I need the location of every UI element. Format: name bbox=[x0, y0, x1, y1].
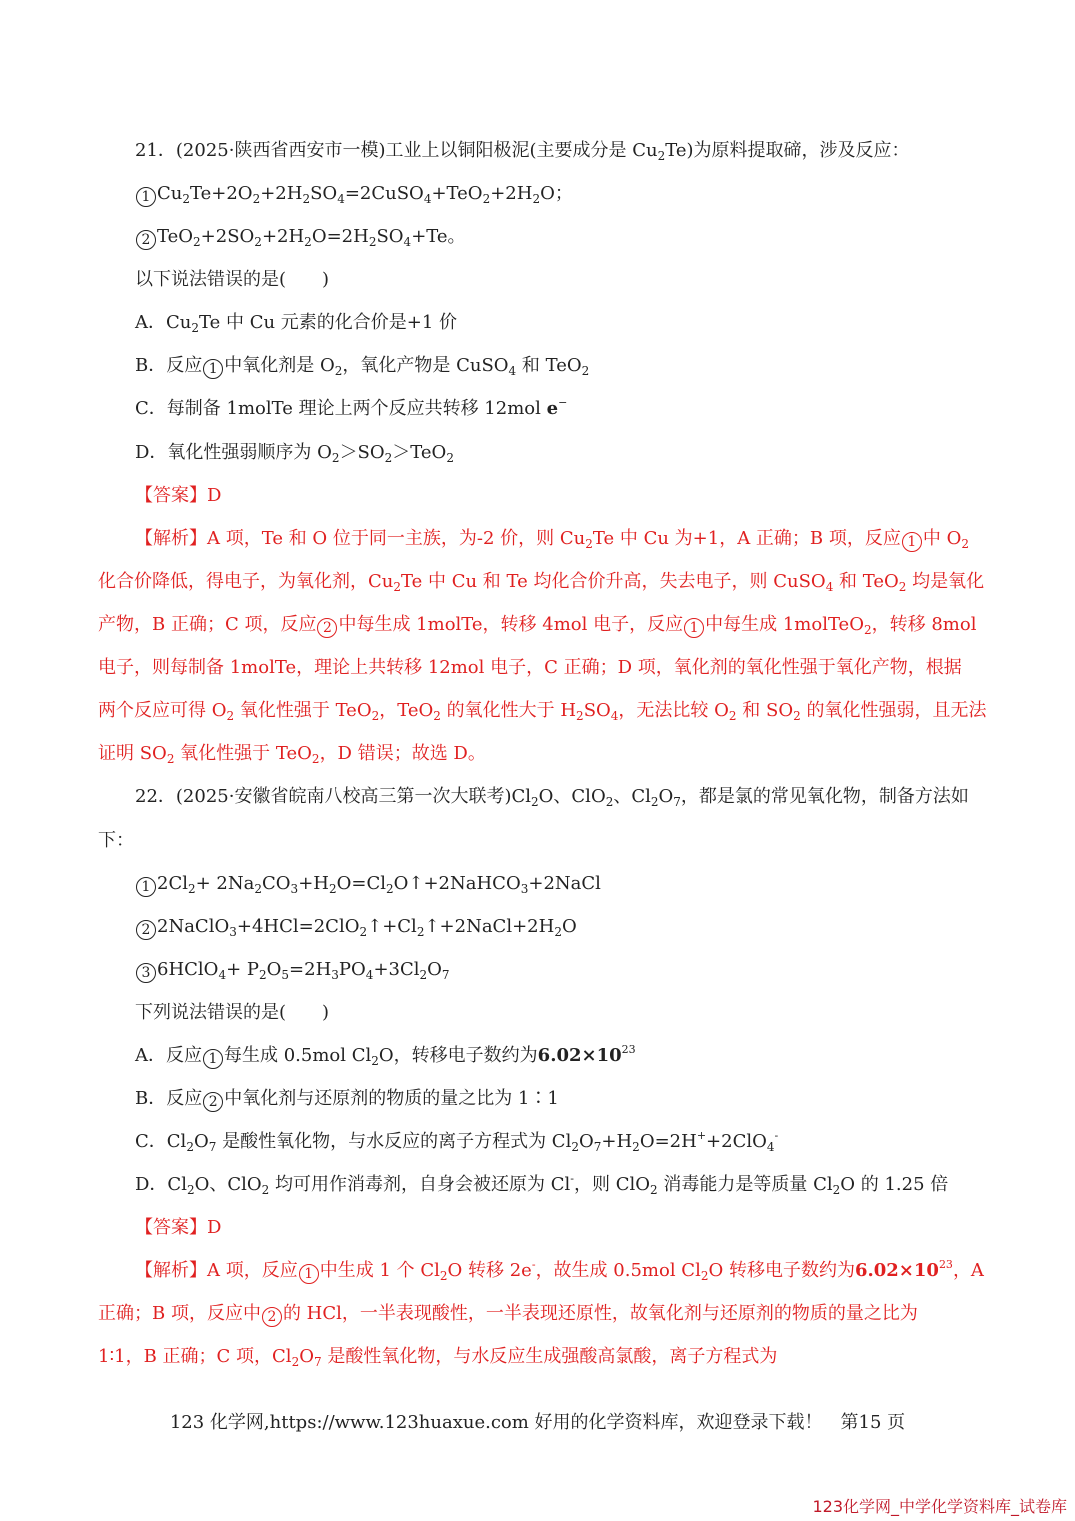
superscript: 23 bbox=[938, 1258, 953, 1271]
text-run: 【解析】A 项，反应 bbox=[135, 1260, 298, 1281]
text-run: +H bbox=[601, 1131, 633, 1152]
text-run: 均是氧化 bbox=[906, 571, 985, 592]
text-run: +2H bbox=[260, 183, 303, 204]
subscript: 7 bbox=[313, 1355, 322, 1369]
subscript: 7 bbox=[208, 1140, 217, 1154]
q21-explanation-line-6 bbox=[98, 742, 486, 766]
text-run: O bbox=[299, 1346, 314, 1367]
subscript: 4 bbox=[218, 968, 227, 982]
text-run: O bbox=[427, 959, 442, 980]
text-run: Te+2O bbox=[190, 183, 253, 204]
text-run: 2Cl bbox=[157, 873, 188, 894]
text-run: A．Cu bbox=[135, 312, 192, 333]
text-run: 6HClO bbox=[157, 959, 219, 980]
subscript: 2 bbox=[166, 752, 175, 766]
text-run: ，故生成 0.5mol Cl bbox=[535, 1260, 701, 1281]
text-run: 均可用作消毒剂，自身会被还原为 Cl bbox=[269, 1174, 571, 1195]
circled-number: 1 bbox=[299, 1264, 319, 1284]
text-run: 和 TeO bbox=[516, 355, 582, 376]
text-run: +4HCl=2ClO bbox=[236, 916, 360, 937]
q22-option-c bbox=[135, 1130, 778, 1154]
subscript: 4 bbox=[825, 580, 834, 594]
text-run: 是酸性氧化物，与水反应生成强酸高氯酸，离子方程式为 bbox=[321, 1346, 778, 1367]
subscript: 2 bbox=[898, 580, 907, 594]
subscript: 7 bbox=[673, 795, 681, 809]
subscript: 2 bbox=[254, 882, 263, 896]
q22-option-d bbox=[135, 1173, 948, 1197]
circled-number: 2 bbox=[262, 1307, 282, 1327]
subscript: 2 bbox=[632, 1140, 640, 1154]
text-run: 21．(2025·陕西省西安市一模)工业上以铜阳极泥(主要成分是 Cu bbox=[135, 140, 658, 161]
text-run: 是酸性氧化物，与水反应的离子方程式为 Cl bbox=[216, 1131, 572, 1152]
subscript: 2 bbox=[581, 364, 590, 378]
q22-option-b bbox=[135, 1087, 559, 1112]
superscript: - bbox=[774, 1129, 779, 1142]
text-run: 氧化性强于 TeO bbox=[234, 700, 372, 721]
subscript: 2 bbox=[291, 1355, 300, 1369]
text-run: ，氧化产物是 CuSO bbox=[342, 355, 509, 376]
text-run: O bbox=[658, 786, 674, 807]
text-run: ↑+Cl bbox=[367, 916, 417, 937]
subscript: 2 bbox=[359, 925, 368, 939]
circled-number: 2 bbox=[203, 1092, 223, 1112]
text-run: +2H bbox=[261, 226, 305, 247]
subscript: 2 bbox=[368, 235, 377, 249]
subscript: 2 bbox=[832, 1183, 841, 1197]
q22-equation-2 bbox=[135, 915, 577, 940]
text-run: +H bbox=[298, 873, 329, 894]
text-run: 1∶1，B 正确；C 项，Cl bbox=[98, 1346, 292, 1367]
text-run: O； bbox=[540, 183, 573, 204]
subscript: 2 bbox=[605, 795, 614, 809]
q22-equation-1 bbox=[135, 872, 601, 897]
text-run: 每生成 0.5mol Cl bbox=[224, 1045, 372, 1066]
text-run: ＞TeO bbox=[392, 442, 447, 463]
text-run: +3Cl bbox=[373, 959, 420, 980]
subscript: 2 bbox=[393, 580, 402, 594]
text-run: +2ClO bbox=[706, 1131, 767, 1152]
site-watermark: 123化学网_中学化学资料库_试卷库 bbox=[812, 1497, 1067, 1516]
subscript: 2 bbox=[657, 149, 666, 163]
text-run: 中氧化剂与还原剂的物质的量之比为 1∶1 bbox=[224, 1088, 559, 1109]
q22-equation-3 bbox=[135, 958, 450, 983]
text-run: ↑+2NaCl+2H bbox=[424, 916, 555, 937]
subscript: 2 bbox=[328, 882, 337, 896]
circled-number: 2 bbox=[136, 920, 156, 940]
q21-equation-1 bbox=[135, 182, 573, 207]
circled-number: 1 bbox=[136, 877, 156, 897]
subscript: 7 bbox=[441, 968, 450, 982]
q22-explanation-line-1 bbox=[135, 1259, 984, 1284]
subscript: 2 bbox=[259, 968, 267, 982]
text-run: CO bbox=[262, 873, 291, 894]
subscript: 2 bbox=[416, 925, 425, 939]
text-run: =2CuSO bbox=[344, 183, 424, 204]
text-run: A．反应 bbox=[135, 1045, 202, 1066]
text-run: 下： bbox=[98, 830, 134, 851]
q22-explanation-line-2 bbox=[98, 1302, 918, 1327]
subscript: 3 bbox=[290, 882, 299, 896]
text-run: 中 O bbox=[922, 528, 962, 549]
subscript: 4 bbox=[766, 1140, 775, 1154]
q21-answer bbox=[135, 484, 221, 508]
q21-option-a bbox=[135, 311, 457, 335]
subscript: 2 bbox=[439, 1269, 448, 1283]
text-run: O bbox=[266, 959, 282, 980]
subscript: 2 bbox=[576, 709, 584, 723]
q22-option-a bbox=[135, 1044, 636, 1069]
text-run: ，转移 8mol bbox=[871, 614, 977, 635]
text-run: ，A bbox=[952, 1260, 984, 1281]
subscript: 2 bbox=[252, 192, 261, 206]
subscript: 2 bbox=[863, 623, 872, 637]
q21-explanation-line-2 bbox=[98, 570, 984, 594]
subscript: 2 bbox=[585, 537, 593, 551]
subscript: 2 bbox=[700, 1269, 709, 1283]
text-run: +2NaCl bbox=[528, 873, 601, 894]
subscript: 3 bbox=[229, 925, 237, 939]
text-run: O 的 1.25 倍 bbox=[840, 1174, 949, 1195]
q21-explanation-line-1 bbox=[135, 527, 969, 552]
text-run: 中每生成 1molTe，转移 4mol 电子，反应 bbox=[338, 614, 684, 635]
text-run: SO bbox=[583, 700, 611, 721]
q21-option-b bbox=[135, 354, 589, 379]
text-run: =2H bbox=[289, 959, 332, 980]
circled-number: 3 bbox=[136, 963, 156, 983]
text-run: 中氧化剂是 O bbox=[224, 355, 335, 376]
q21-question bbox=[135, 268, 329, 292]
text-run: ，D 错误；故选 D。 bbox=[319, 743, 486, 764]
subscript: 5 bbox=[281, 968, 290, 982]
text-run: 正确；B 项，反应中 bbox=[98, 1303, 261, 1324]
subscript: 4 bbox=[337, 192, 345, 206]
text-run: 和 SO bbox=[736, 700, 794, 721]
subscript: 2 bbox=[385, 882, 394, 896]
text-run: + 2Na bbox=[195, 873, 255, 894]
text-run: 的氧化性强弱，且无法 bbox=[800, 700, 987, 721]
text-run: 消毒能力是等质量 Cl bbox=[657, 1174, 833, 1195]
subscript: 4 bbox=[403, 235, 412, 249]
subscript: 2 bbox=[371, 1054, 379, 1068]
subscript: 2 bbox=[302, 192, 311, 206]
text-run: Te 中 Cu 和 Te 均化合价升高，失去电子，则 CuSO bbox=[401, 571, 826, 592]
circled-number: 1 bbox=[203, 359, 223, 379]
text-run: 中生成 1 个 Cl bbox=[319, 1260, 440, 1281]
text-run: + P bbox=[226, 959, 259, 980]
text-run: 氧化性强于 TeO bbox=[174, 743, 312, 764]
text-run: ，无法比较 O bbox=[618, 700, 729, 721]
text-run: Te 中 Cu 元素的化合价是+1 价 bbox=[199, 312, 458, 333]
q22-explanation-line-3 bbox=[98, 1345, 777, 1369]
subscript: 2 bbox=[532, 192, 541, 206]
text-run: +TeO bbox=[431, 183, 483, 204]
subscript: 3 bbox=[331, 968, 339, 982]
text-run: 【解析】A 项，Te 和 O 位于同一主族，为-2 价，则 Cu bbox=[135, 528, 586, 549]
subscript: 4 bbox=[423, 192, 432, 206]
q22-question bbox=[135, 1001, 329, 1025]
text-run: 的 HCl，一半表现酸性，一半表现还原性，故氧化剂与还原剂的物质的量之比为 bbox=[282, 1303, 918, 1324]
subscript: 2 bbox=[531, 795, 539, 809]
text-run: 电子，则每制备 1molTe，理论上共转移 12mol 电子，C 正确；D 项，氧化剂的氧化性强于氧化产物，根据 bbox=[98, 657, 962, 678]
subscript: 2 bbox=[419, 968, 428, 982]
text-run: 【答案】D bbox=[135, 485, 222, 506]
subscript: 2 bbox=[311, 752, 320, 766]
text-run: ，都是氯的常见氧化物，制备方法如 bbox=[680, 786, 969, 807]
text-run: 的氧化性大于 H bbox=[440, 700, 577, 721]
q21-option-d bbox=[135, 441, 454, 465]
subscript: 3 bbox=[520, 882, 529, 896]
text-run: 产物，B 正确；C 项，反应 bbox=[98, 614, 317, 635]
text-run: ，TeO bbox=[379, 700, 434, 721]
text-run: O，转移电子数约为 bbox=[378, 1045, 538, 1066]
text-run: B．反应 bbox=[135, 355, 203, 376]
bold-text: e bbox=[546, 398, 559, 419]
text-run: SO bbox=[376, 226, 404, 247]
text-run: PO bbox=[338, 959, 366, 980]
text-run: O 转移电子数约为 bbox=[708, 1260, 855, 1281]
text-run: 两个反应可得 O bbox=[98, 700, 227, 721]
subscript: 2 bbox=[728, 709, 737, 723]
subscript: 2 bbox=[961, 537, 970, 551]
circled-number: 1 bbox=[136, 187, 156, 207]
text-run: ＞SO bbox=[339, 442, 385, 463]
subscript: 2 bbox=[433, 709, 441, 723]
text-run: O、ClO bbox=[194, 1174, 262, 1195]
text-run: Te)为原料提取碲，涉及反应： bbox=[665, 140, 910, 161]
q22-stem bbox=[135, 785, 969, 809]
circled-number: 2 bbox=[317, 618, 337, 638]
subscript: 2 bbox=[331, 451, 340, 465]
text-run: 【答案】D bbox=[135, 1217, 222, 1238]
superscript: - bbox=[570, 1172, 574, 1185]
subscript: 2 bbox=[650, 795, 659, 809]
subscript: 2 bbox=[186, 1183, 195, 1197]
circled-number: 1 bbox=[684, 618, 704, 638]
subscript: 2 bbox=[793, 709, 801, 723]
text-run: +Te。 bbox=[411, 226, 466, 247]
circled-number: 2 bbox=[136, 230, 156, 250]
subscript: 2 bbox=[650, 1183, 658, 1197]
text-run: B．反应 bbox=[135, 1088, 203, 1109]
circled-number: 1 bbox=[902, 532, 922, 552]
subscript: 4 bbox=[508, 364, 517, 378]
text-run: D．Cl bbox=[135, 1174, 187, 1195]
text-run: O bbox=[561, 916, 577, 937]
q21-equation-2 bbox=[135, 225, 466, 250]
text-run: ，则 ClO bbox=[574, 1174, 651, 1195]
subscript: 4 bbox=[610, 709, 619, 723]
text-run: 证明 SO bbox=[98, 743, 167, 764]
text-run: 、Cl bbox=[613, 786, 651, 807]
text-run: D．氧化性强弱顺序为 O bbox=[135, 442, 332, 463]
text-run: +2SO bbox=[200, 226, 255, 247]
q21-explanation-line-4 bbox=[98, 656, 962, 680]
text-run: O=Cl bbox=[336, 873, 386, 894]
q22-stem-continued bbox=[98, 829, 134, 853]
text-run: 中每生成 1molTeO bbox=[705, 614, 864, 635]
subscript: 2 bbox=[191, 321, 200, 335]
text-run: TeO bbox=[157, 226, 194, 247]
text-run: O bbox=[193, 1131, 209, 1152]
subscript: 4 bbox=[365, 968, 374, 982]
text-run: O=2H bbox=[639, 1131, 697, 1152]
text-run: 和 TeO bbox=[833, 571, 899, 592]
text-run: 22．(2025·安徽省皖南八校高三第一次大联考)Cl bbox=[135, 786, 532, 807]
subscript: 2 bbox=[261, 1183, 270, 1197]
q21-stem bbox=[135, 139, 910, 163]
text-run: Cu bbox=[157, 183, 183, 204]
superscript: 23 bbox=[621, 1043, 636, 1056]
text-run: Te 中 Cu 为+1，A 正确；B 项，反应 bbox=[592, 528, 901, 549]
text-run: O bbox=[578, 1131, 594, 1152]
subscript: 2 bbox=[254, 235, 262, 249]
text-run: 2NaClO bbox=[157, 916, 230, 937]
bold-text: 6.02×10 bbox=[854, 1260, 939, 1281]
bold-text: 6.02×10 bbox=[537, 1045, 622, 1066]
circled-number: 1 bbox=[203, 1049, 223, 1069]
text-run: +2H bbox=[490, 183, 533, 204]
superscript: + bbox=[696, 1129, 707, 1142]
q21-option-c bbox=[135, 397, 567, 421]
subscript: 2 bbox=[187, 882, 196, 896]
subscript: 2 bbox=[571, 1140, 579, 1154]
text-run: O↑+2NaHCO bbox=[393, 873, 521, 894]
q21-explanation-line-5 bbox=[98, 699, 986, 723]
text-run: O=2H bbox=[311, 226, 369, 247]
superscript: − bbox=[558, 396, 568, 409]
page-footer: 123 化学网,https://www.123huaxue.com 好用的化学资料库，欢迎登录下载！ 第15 页 bbox=[169, 1412, 906, 1433]
q22-answer bbox=[135, 1216, 221, 1240]
superscript: - bbox=[531, 1258, 536, 1271]
subscript: 7 bbox=[593, 1140, 602, 1154]
text-run: C．Cl bbox=[135, 1131, 187, 1152]
subscript: 2 bbox=[226, 709, 235, 723]
subscript: 2 bbox=[482, 192, 491, 206]
text-run: O、ClO bbox=[538, 786, 606, 807]
text-run: O 转移 2e bbox=[447, 1260, 532, 1281]
text-run: SO bbox=[310, 183, 338, 204]
text-run: 化合价降低，得电子，为氧化剂，Cu bbox=[98, 571, 394, 592]
subscript: 2 bbox=[446, 451, 454, 465]
subscript: 2 bbox=[384, 451, 393, 465]
subscript: 2 bbox=[334, 364, 343, 378]
text-run: C．每制备 1molTe 理论上两个反应共转移 12mol bbox=[135, 398, 547, 419]
text-run: 下列说法错误的是( ) bbox=[135, 1002, 330, 1023]
text-run: 以下说法错误的是( ) bbox=[135, 269, 330, 290]
subscript: 2 bbox=[304, 235, 312, 249]
subscript: 2 bbox=[193, 235, 201, 249]
subscript: 2 bbox=[554, 925, 562, 939]
subscript: 2 bbox=[371, 709, 380, 723]
q21-explanation-line-3 bbox=[98, 613, 976, 638]
subscript: 2 bbox=[186, 1140, 194, 1154]
subscript: 2 bbox=[182, 192, 191, 206]
